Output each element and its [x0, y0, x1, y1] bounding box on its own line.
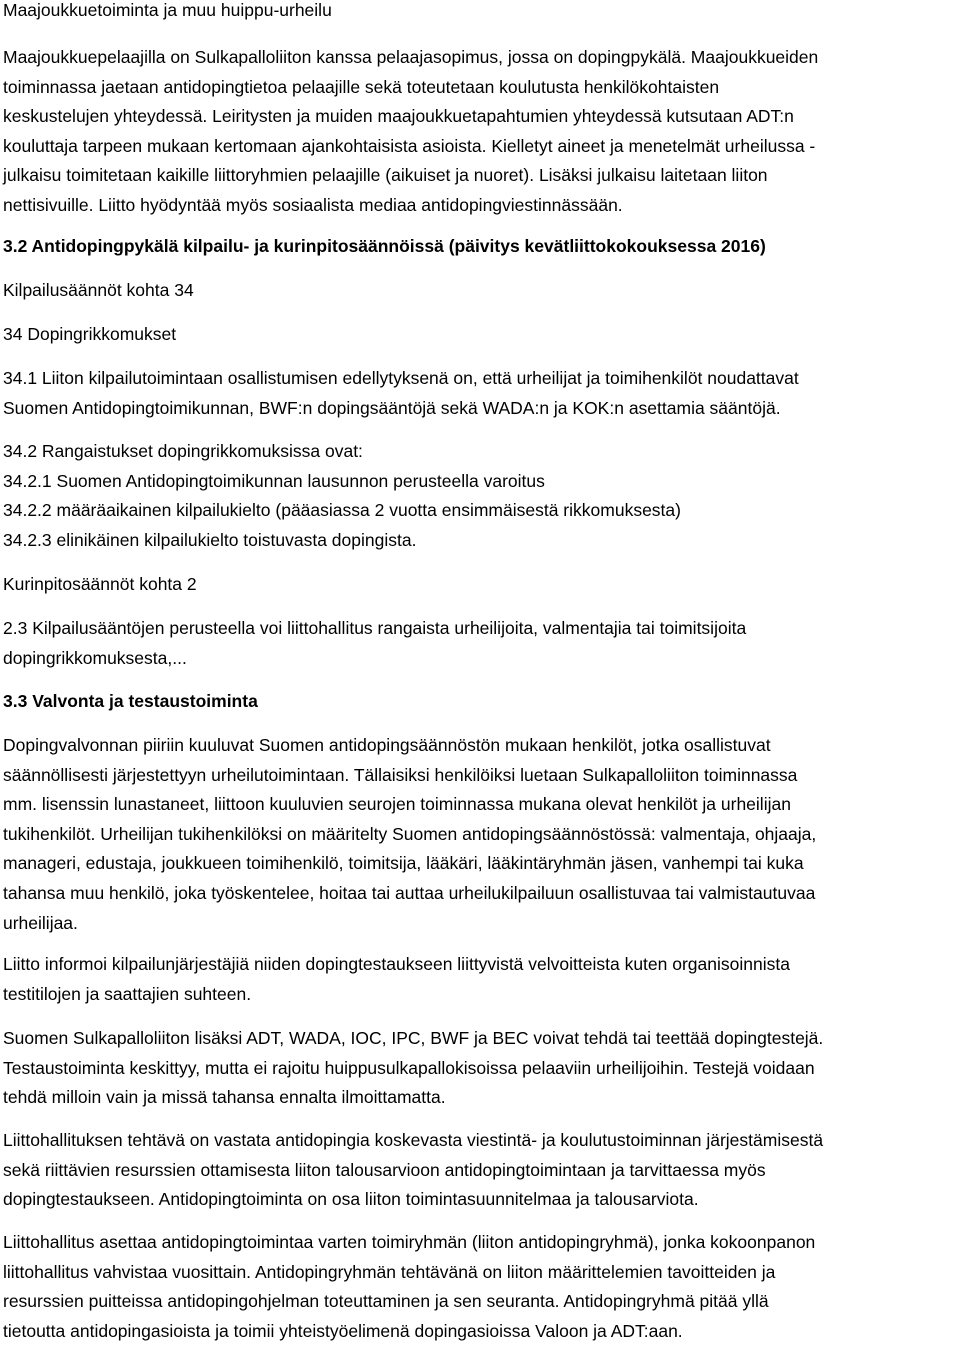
section-3-3-paragraph-3: [3, 1024, 823, 1113]
competition-rules-ref: Kilpailusäännöt kohta 34: [3, 280, 194, 300]
list-item: 34.2.3 elinikäinen kilpailukielto toistuvasta dopingista.: [3, 529, 417, 550]
text-line: Testaustoiminta keskittyy, mutta ei rajoitu huippusulkapallokisoissa pelaaviin urheilijoihin. Testejä voidaan: [3, 1057, 815, 1078]
text-line: manageri, edustaja, joukkueen toimihenkilö, toimitsija, lääkäri, lääkintäryhmän jäsen, vanhempi tai kuka: [3, 853, 804, 874]
text-line: Maajoukkuepelaajilla on Sulkapalloliiton kanssa pelaajasopimus, jossa on dopingpykälä. Maajoukkueiden: [3, 47, 819, 67]
text-line: julkaisu toimitetaan kaikille liittoryhmien pelaajille (aikuiset ja nuoret). Lisäksi julkaisu laitetaan liiton: [3, 165, 768, 186]
rule-34-2-list: [3, 437, 681, 555]
text-line: Dopingvalvonnan piiriin kuuluvat Suomen antidopingsäännöstön mukaan henkilöt, jotka osallistuvat: [3, 735, 771, 755]
doping-violations-title: 34 Dopingrikkomukset: [3, 324, 177, 344]
text-line: toiminnassa jaetaan antidopingtietoa pelaajille sekä toteutetaan koulutusta henkilökohtaisten: [3, 76, 720, 97]
rule-34-1: [3, 364, 799, 423]
text-line: Liitto informoi kilpailunjärjestäjiä niiden dopingtestaukseen liittyvistä velvoitteista kuten organisoinnista: [3, 954, 790, 974]
text-line: kouluttaja tarpeen mukaan kertomaan ajankohtaisista asioista. Kielletyt aineet ja menetelmät urheilussa -: [3, 135, 816, 156]
text-line: sekä riittävien resurssien ottamisesta liiton talousarvioon antidopingtoimintaan ja tarvittaessa myös: [3, 1159, 766, 1180]
text-line: tehdä milloin vain ja missä tahansa ennalta ilmoittamatta.: [3, 1087, 446, 1108]
text-line: liittohallitus vahvistaa vuosittain. Antidopingryhmän tehtävänä on liiton määrittelemien tavoitteiden ja: [3, 1261, 776, 1282]
text-line: Liittohallituksen tehtävä on vastata antidopingia koskevasta viestintä- ja koulutustoiminnan järjestämisestä: [3, 1130, 824, 1150]
intro-paragraph: [3, 43, 818, 221]
text-line: 34.1 Liiton kilpailutoimintaan osallistumisen edellytyksenä on, että urheilijat ja toimihenkilöt noudattavat: [3, 368, 799, 388]
text-line: nettisivuille. Liitto hyödyntää myös sosiaalista mediaa antidopingviestinnässään.: [3, 194, 623, 215]
text-line: testitilojen ja saattajien suhteen.: [3, 983, 252, 1004]
text-line: säännöllisesti järjestettyyn urheilutoimintaan. Tällaisiksi henkilöiksi luetaan Sulkapalloliiton toiminnassa: [3, 764, 798, 785]
section-3-3-paragraph-4: [3, 1126, 823, 1215]
text-line: tahansa muu henkilö, joka työskentelee, hoitaa tai auttaa urheilukilpailuun osallistuvaa tai valmistautuvaa: [3, 882, 816, 903]
section-3-3-paragraph-2: [3, 950, 790, 1009]
section-3-2-title: 3.2 Antidopingpykälä kilpailu- ja kurinpitosäännöissä (päivitys kevätliittokokouksessa 2016): [3, 236, 766, 256]
section-3-3-paragraph-1: [3, 731, 816, 938]
text-line: dopingtestaukseen. Antidopingtoiminta on osa liiton toimintasuunnitelmaa ja talousarviota.: [3, 1189, 699, 1210]
text-line: Suomen Antidopingtoimikunnan, BWF:n dopingsääntöjä sekä WADA:n ja KOK:n asettamia sääntöjä.: [3, 397, 781, 418]
rule-2-3: [3, 614, 746, 673]
list-item: 34.2.2 määräaikainen kilpailukielto (pääasiassa 2 vuotta ensimmäisestä rikkomuksesta): [3, 500, 681, 521]
section-3-3-title: 3.3 Valvonta ja testaustoiminta: [3, 691, 258, 711]
text-line: tietoutta antidopingasioista ja toimii yhteistyöelimenä dopingasioissa Valoon ja ADT:aan.: [3, 1320, 683, 1341]
text-line: keskustelujen yhteydessä. Leiritysten ja muiden maajoukkuetapahtumien yhteydessä kutsutaan ADT:n: [3, 106, 794, 127]
list-item: 34.2.1 Suomen Antidopingtoimikunnan lausunnon perusteella varoitus: [3, 470, 545, 491]
text-line: resurssien puitteissa antidopingohjelman toteuttaminen ja sen seuranta. Antidopingryhmä pitää yllä: [3, 1291, 769, 1312]
top-heading: Maajoukkuetoiminta ja muu huippu-urheilu: [3, 0, 332, 20]
text-line: tukihenkilöt. Urheilijan tukihenkilöksi on määritelty Suomen antidopingsäännöstössä: valmentaja, ohjaaja,: [3, 823, 817, 844]
list-item: 34.2 Rangaistukset dopingrikkomuksissa ovat:: [3, 441, 363, 461]
text-line: urheilijaa.: [3, 912, 78, 933]
text-line: Liittohallitus asettaa antidopingtoimintaa varten toimiryhmän (liiton antidopingryhmä), jonka kokoonpanon: [3, 1232, 816, 1252]
text-line: Suomen Sulkapalloliiton lisäksi ADT, WADA, IOC, IPC, BWF ja BEC voivat tehdä tai teettää dopingtestejä.: [3, 1028, 824, 1048]
text-line: dopingrikkomuksesta,...: [3, 647, 187, 668]
text-line: mm. lisenssin lunastaneet, liittoon kuuluvien seurojen toiminnassa mukana olevat henkilöt ja urheilijan: [3, 794, 791, 815]
text-line: 2.3 Kilpailusääntöjen perusteella voi liittohallitus rangaista urheilijoita, valmentajia tai toimitsijoita: [3, 618, 747, 638]
section-3-3-paragraph-5: [3, 1228, 815, 1346]
disciplinary-rules-ref: Kurinpitosäännöt kohta 2: [3, 574, 197, 594]
